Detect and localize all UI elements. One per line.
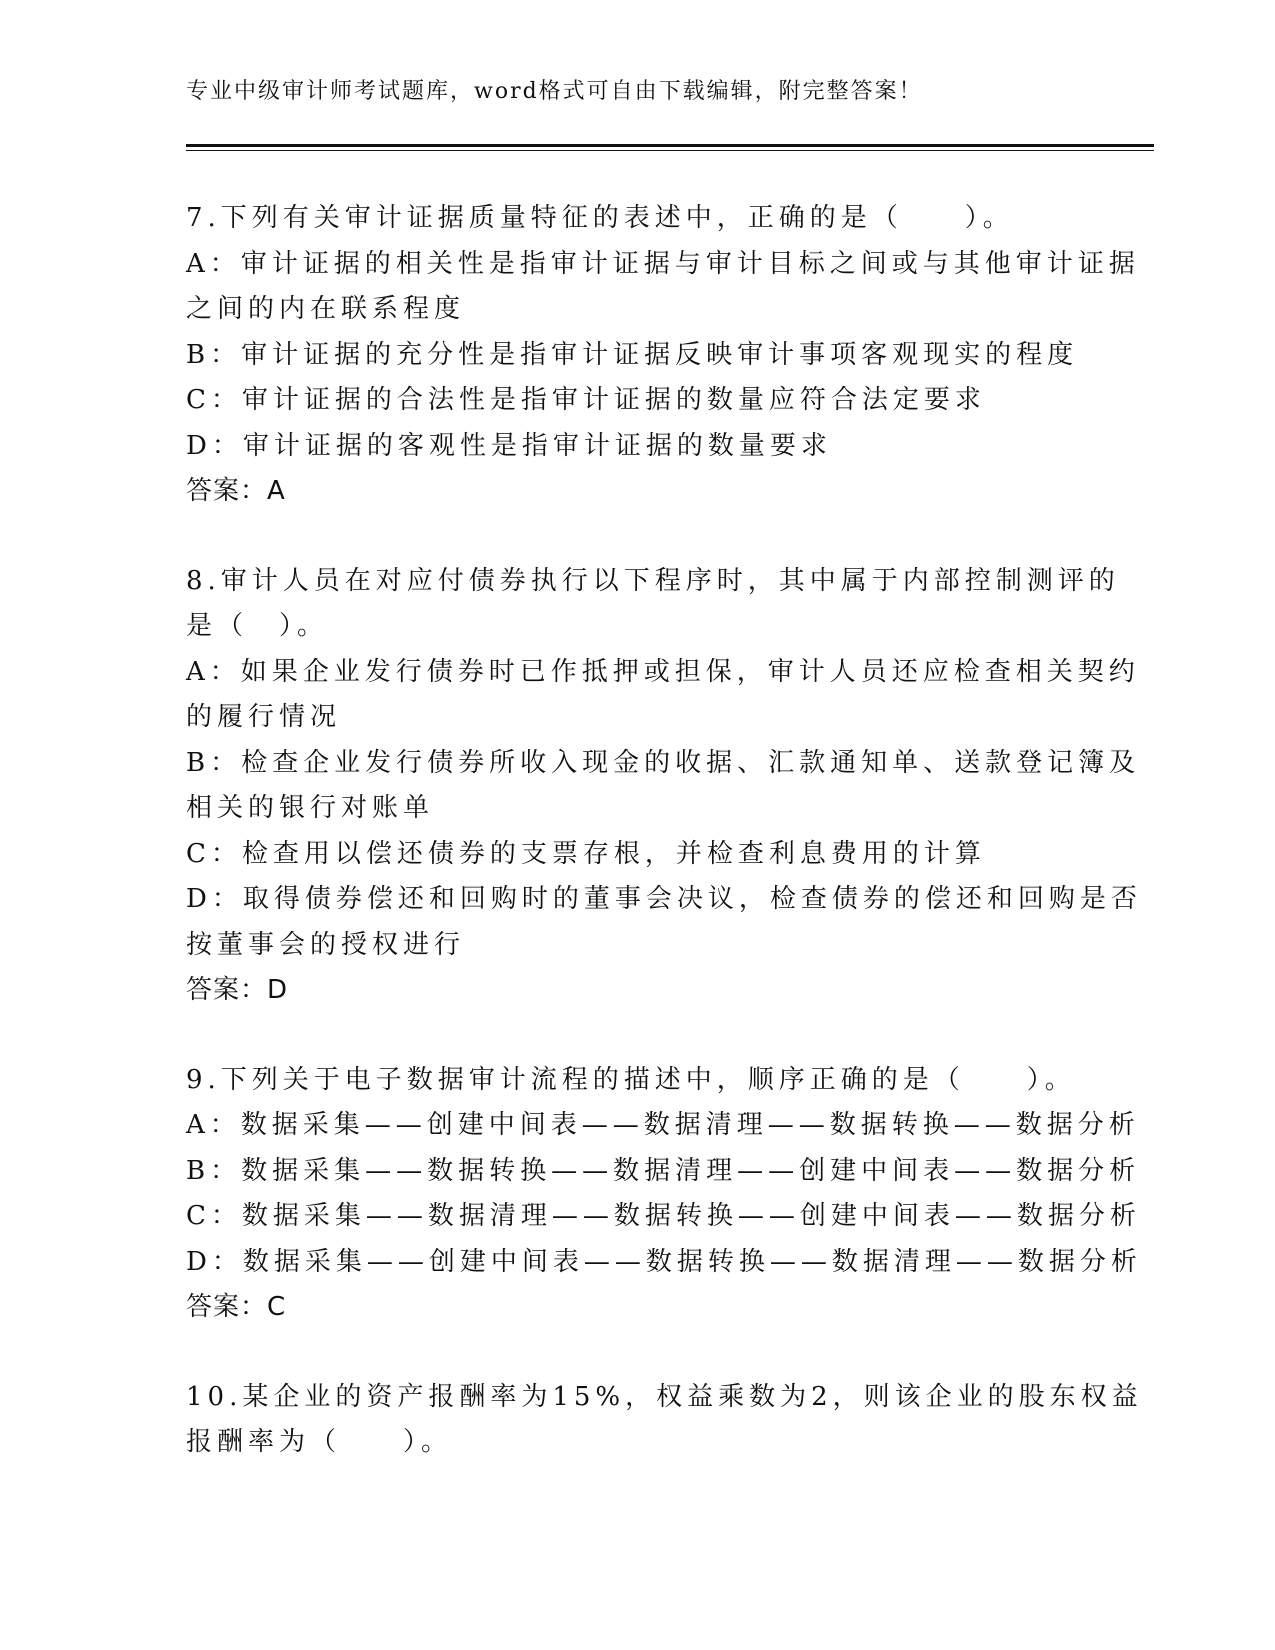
option-c: C：检查用以偿还债券的支票存根，并检查利息费用的计算: [186, 838, 986, 869]
option-b: B：数据采集——数据转换——数据清理——创建中间表——数据分析: [186, 1155, 1141, 1186]
header-rule: [186, 144, 1154, 147]
option-b: B：检查企业发行债券所收入现金的收据、汇款通知单、送款登记簿及: [186, 747, 1141, 778]
question-stem: 7.下列有关审计证据质量特征的表述中，正确的是（ ）。: [186, 203, 1014, 233]
question-9: [186, 1058, 1142, 1331]
option-d: D：数据采集——创建中间表——数据转换——数据清理——数据分析: [186, 1246, 1142, 1277]
question-8: [186, 559, 1142, 1014]
answer: 答案：A: [186, 476, 286, 506]
option-b-continued: 相关的银行对账单: [186, 793, 435, 823]
page-header: 专业中级审计师考试题库，word格式可自由下载编辑，附完整答案！: [186, 79, 923, 104]
answer: 答案：C: [186, 1292, 287, 1322]
option-a-continued: 之间的内在联系程度: [186, 294, 466, 324]
option-a: A：数据采集——创建中间表——数据清理——数据转换——数据分析: [186, 1110, 1140, 1140]
question-7: [186, 196, 1140, 515]
option-c: C：数据采集——数据清理——数据转换——创建中间表——数据分析: [186, 1201, 1141, 1231]
question-stem-continued: 报酬率为（ ）。: [186, 1427, 453, 1457]
question-list: [186, 196, 1143, 1510]
answer: 答案：D: [186, 975, 289, 1005]
question-stem-continued: 是（ ）。: [186, 611, 329, 641]
option-b: B：审计证据的充分性是指审计证据反映审计事项客观现实的程度: [186, 339, 1079, 370]
option-a-continued: 的履行情况: [186, 702, 342, 732]
question-stem: 10.某企业的资产报酬率为15%，权益乘数为2，则该企业的股东权益: [186, 1381, 1143, 1412]
option-c: C：审计证据的合法性是指审计证据的数量应符合法定要求: [186, 385, 986, 415]
option-d: D：取得债券偿还和回购时的董事会决议，检查债券的偿还和回购是否: [186, 884, 1142, 914]
question-stem: 8.审计人员在对应付债券执行以下程序时，其中属于内部控制测评的: [186, 565, 1120, 596]
option-a: A：如果企业发行债券时已作抵押或担保，审计人员还应检查相关契约: [186, 656, 1140, 687]
option-a: A：审计证据的相关性是指审计证据与审计目标之间或与其他审计证据: [186, 248, 1140, 279]
header-rule-thin: [186, 150, 1154, 151]
option-d-continued: 按董事会的授权进行: [186, 929, 466, 960]
option-d: D：审计证据的客观性是指审计证据的数量要求: [186, 430, 832, 461]
question-stem: 9.下列关于电子数据审计流程的描述中，顺序正确的是（ ）。: [186, 1064, 1076, 1095]
question-10: [186, 1375, 1143, 1466]
